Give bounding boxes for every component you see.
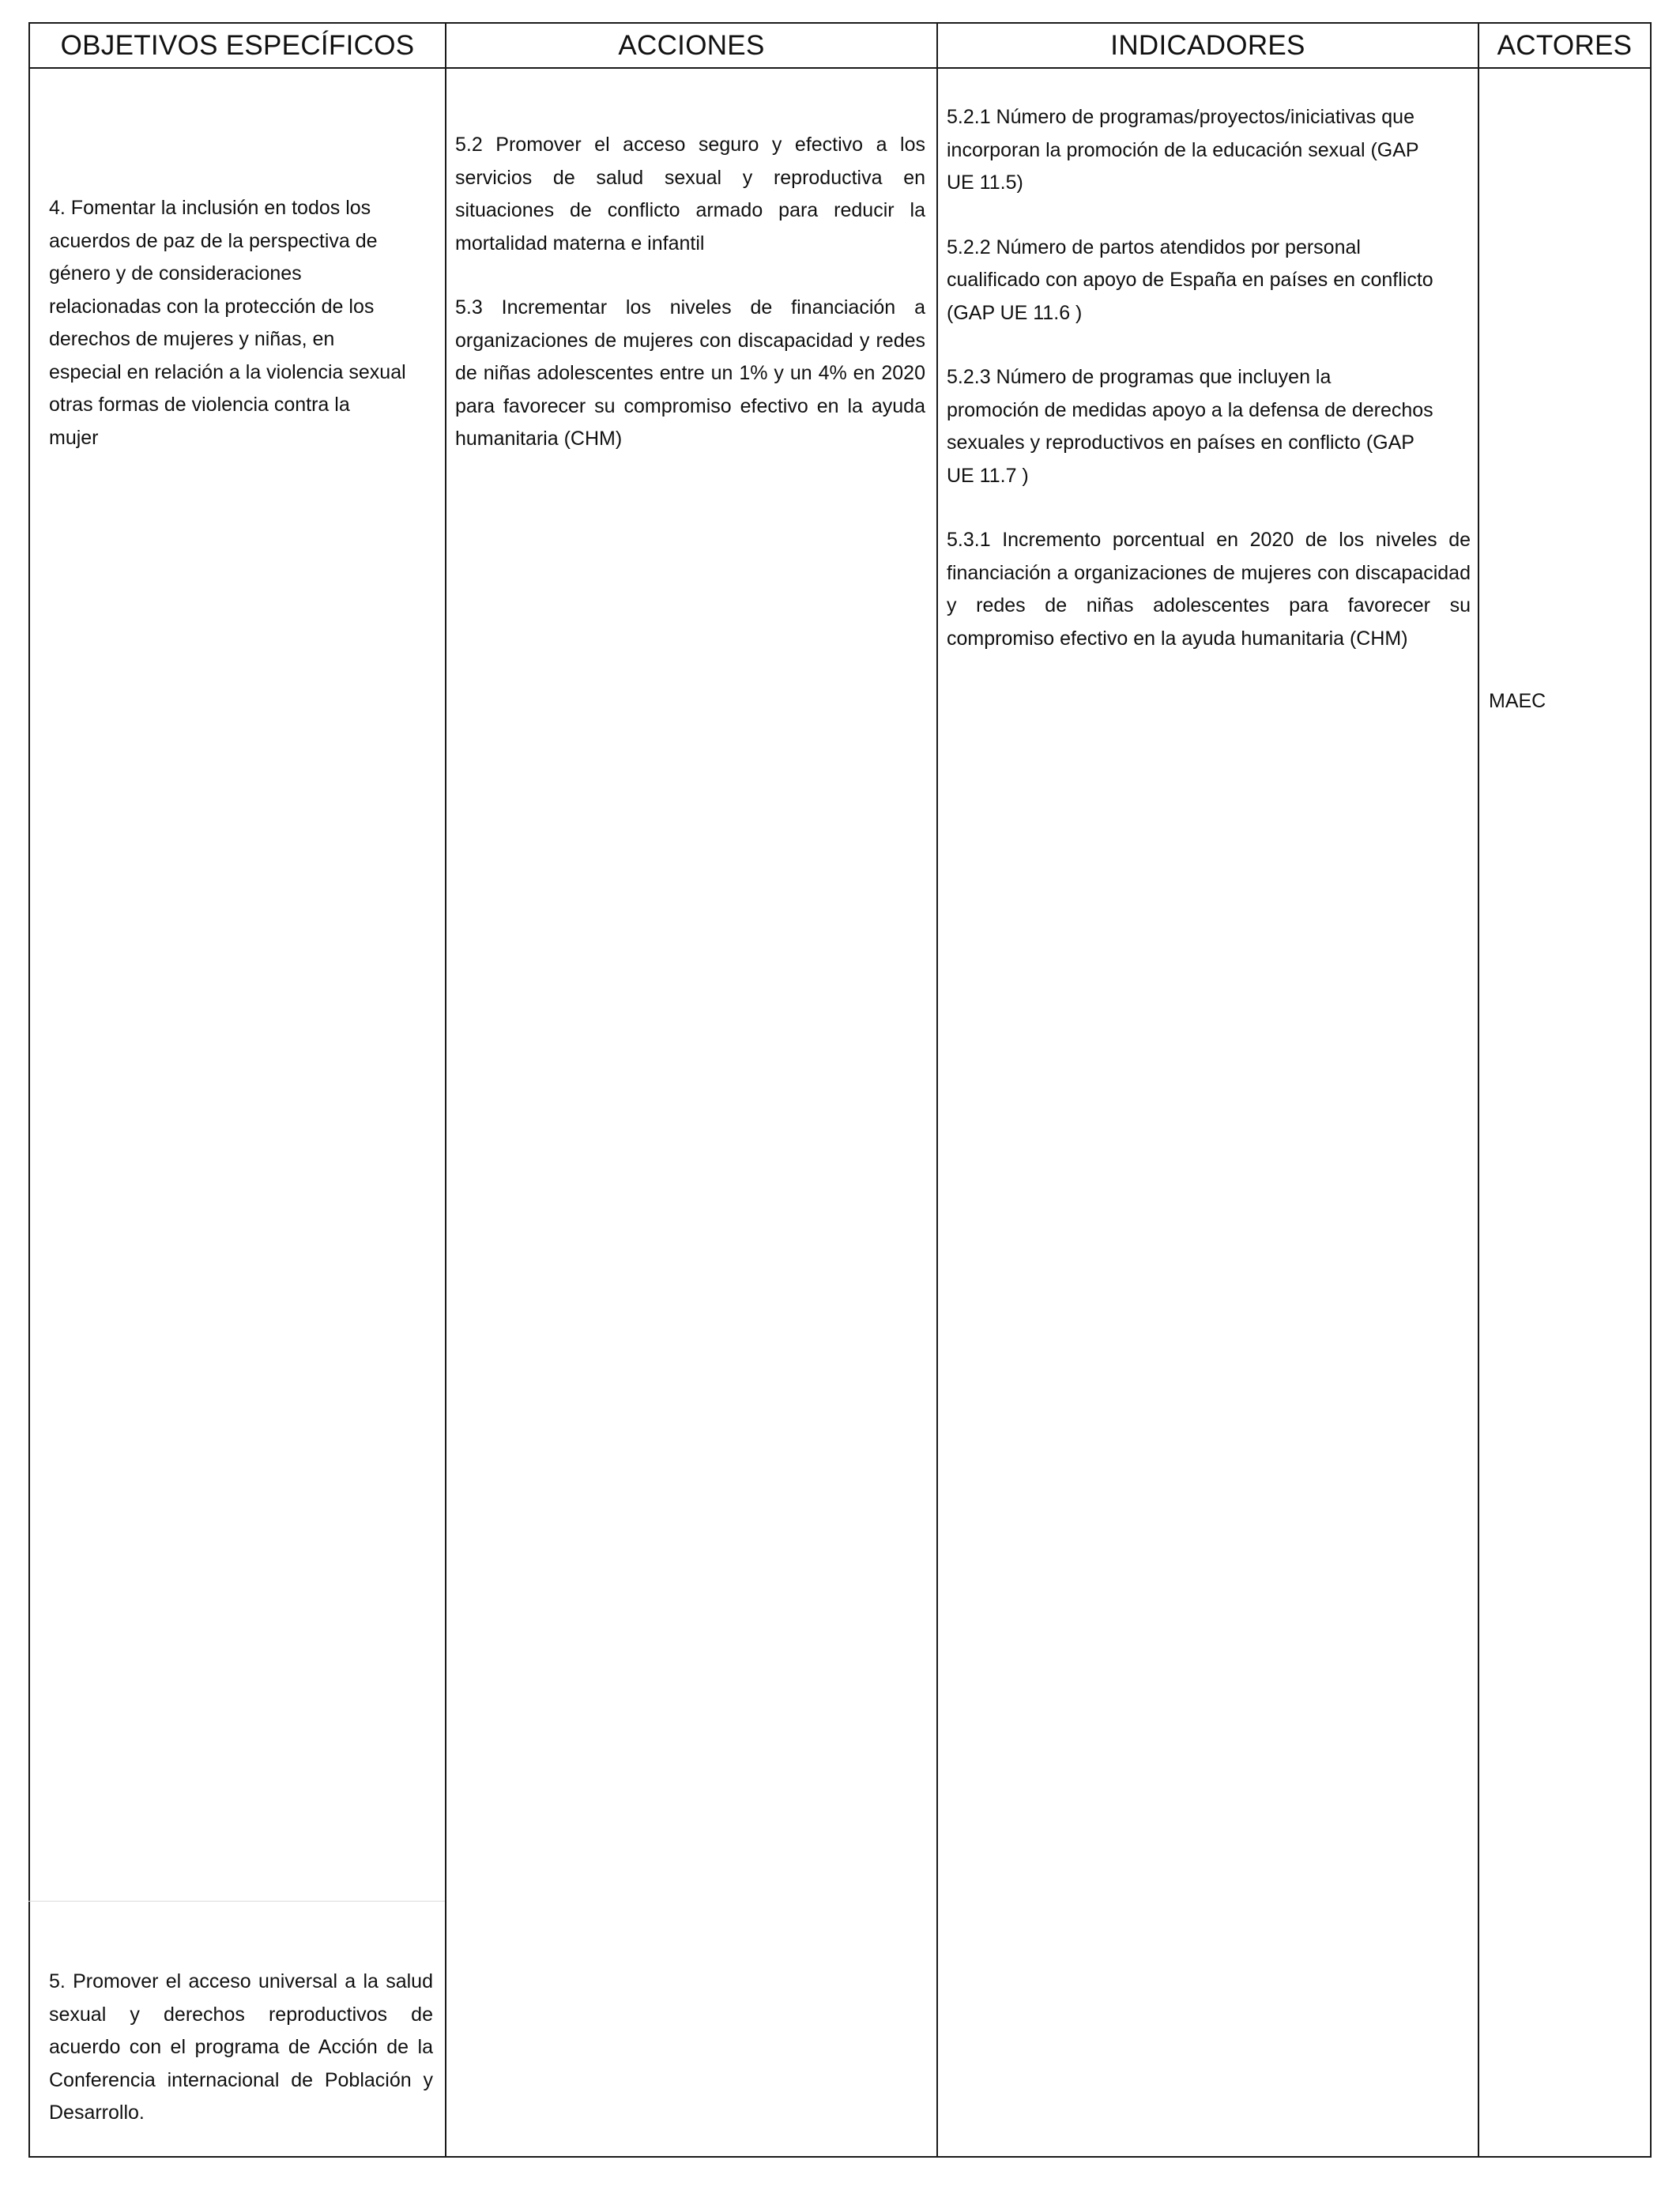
objective-5: 5. Promover el acceso universal a la salud sexual y derechos reproductivos de acuerdo con el programa de Acción de la Conferencia internacional de Población y Desarrollo. xyxy=(49,1970,433,2124)
objective-4-line: acuerdos de paz de la perspectiva de xyxy=(49,229,378,252)
indicator-5-2-3 xyxy=(947,361,1471,492)
indicator-line: cualificado con apoyo de España en países en conflicto xyxy=(947,269,1433,291)
header-actores: ACTORES xyxy=(1497,30,1633,61)
objective-4-line: otras formas de violencia contra la xyxy=(49,394,350,416)
table-right-border xyxy=(1650,22,1652,2158)
header-objetivos: OBJETIVOS ESPECÍFICOS xyxy=(60,30,415,61)
indicator-5-2-2 xyxy=(947,232,1471,330)
objective-4-line: género y de consideraciones xyxy=(49,262,302,285)
indicator-line: 5.2.3 Número de programas que incluyen la xyxy=(947,366,1332,388)
indicator-line: (GAP UE 11.6 ) xyxy=(947,301,1083,324)
indicator-line: incorporan la promoción de la educación sexual (GAP xyxy=(947,138,1419,161)
objective-4-line: relacionadas con la protección de los xyxy=(49,295,375,318)
column-divider-3 xyxy=(1478,22,1479,2158)
indicadores-list xyxy=(947,101,1471,655)
action-5-2: 5.2 Promover el acceso seguro y efectivo a los servicios de salud sexual y reproductiva en situaciones de conflicto armado para reducir la mortalidad materna e infantil xyxy=(455,134,925,254)
indicator-line: promoción de medidas apoyo a la defensa de derechos xyxy=(947,398,1433,421)
objective-row-divider xyxy=(28,1901,445,1902)
indicator-5-2-1 xyxy=(947,101,1471,200)
objective-4-line: especial en relación a la violencia sexual xyxy=(49,360,406,383)
table-left-border xyxy=(28,22,30,2158)
objective-4-line: mujer xyxy=(49,426,99,449)
indicator-line: sexuales y reproductivos en países en conflicto (GAP xyxy=(947,432,1414,454)
table-bottom-border xyxy=(28,2156,1652,2158)
objective-4-line: 4. Fomentar la inclusión en todos los xyxy=(49,197,371,219)
action-5-3: 5.3 Incrementar los niveles de financiación a organizaciones de mujeres con discapacidad y redes de niñas adolescentes entre un 1% y un 4% en 2020 para favorecer su compromiso efectivo en la ayuda humanitaria (CHM) xyxy=(455,296,925,450)
indicator-line: 5.2.1 Número de programas/proyectos/iniciativas que xyxy=(947,106,1414,128)
indicator-line: UE 11.5) xyxy=(947,172,1023,194)
actor-value: MAEC xyxy=(1489,690,1546,712)
column-divider-2 xyxy=(936,22,938,2158)
header-indicadores: INDICADORES xyxy=(1110,30,1305,61)
column-divider-1 xyxy=(445,22,446,2158)
header-acciones: ACCIONES xyxy=(618,30,765,61)
objective-4 xyxy=(49,192,436,454)
indicator-5-3-1: 5.3.1 Incremento porcentual en 2020 de los niveles de financiación a organizaciones de mujeres con discapacidad y redes de niñas adolescentes para favorecer su compromiso efectivo en la ayuda humanitaria (CHM) xyxy=(947,529,1471,650)
acciones-list xyxy=(455,129,925,456)
indicator-line: UE 11.7 ) xyxy=(947,464,1029,487)
objective-4-line: derechos de mujeres y niñas, en xyxy=(49,328,335,350)
indicator-line: 5.2.2 Número de partos atendidos por personal xyxy=(947,236,1361,258)
